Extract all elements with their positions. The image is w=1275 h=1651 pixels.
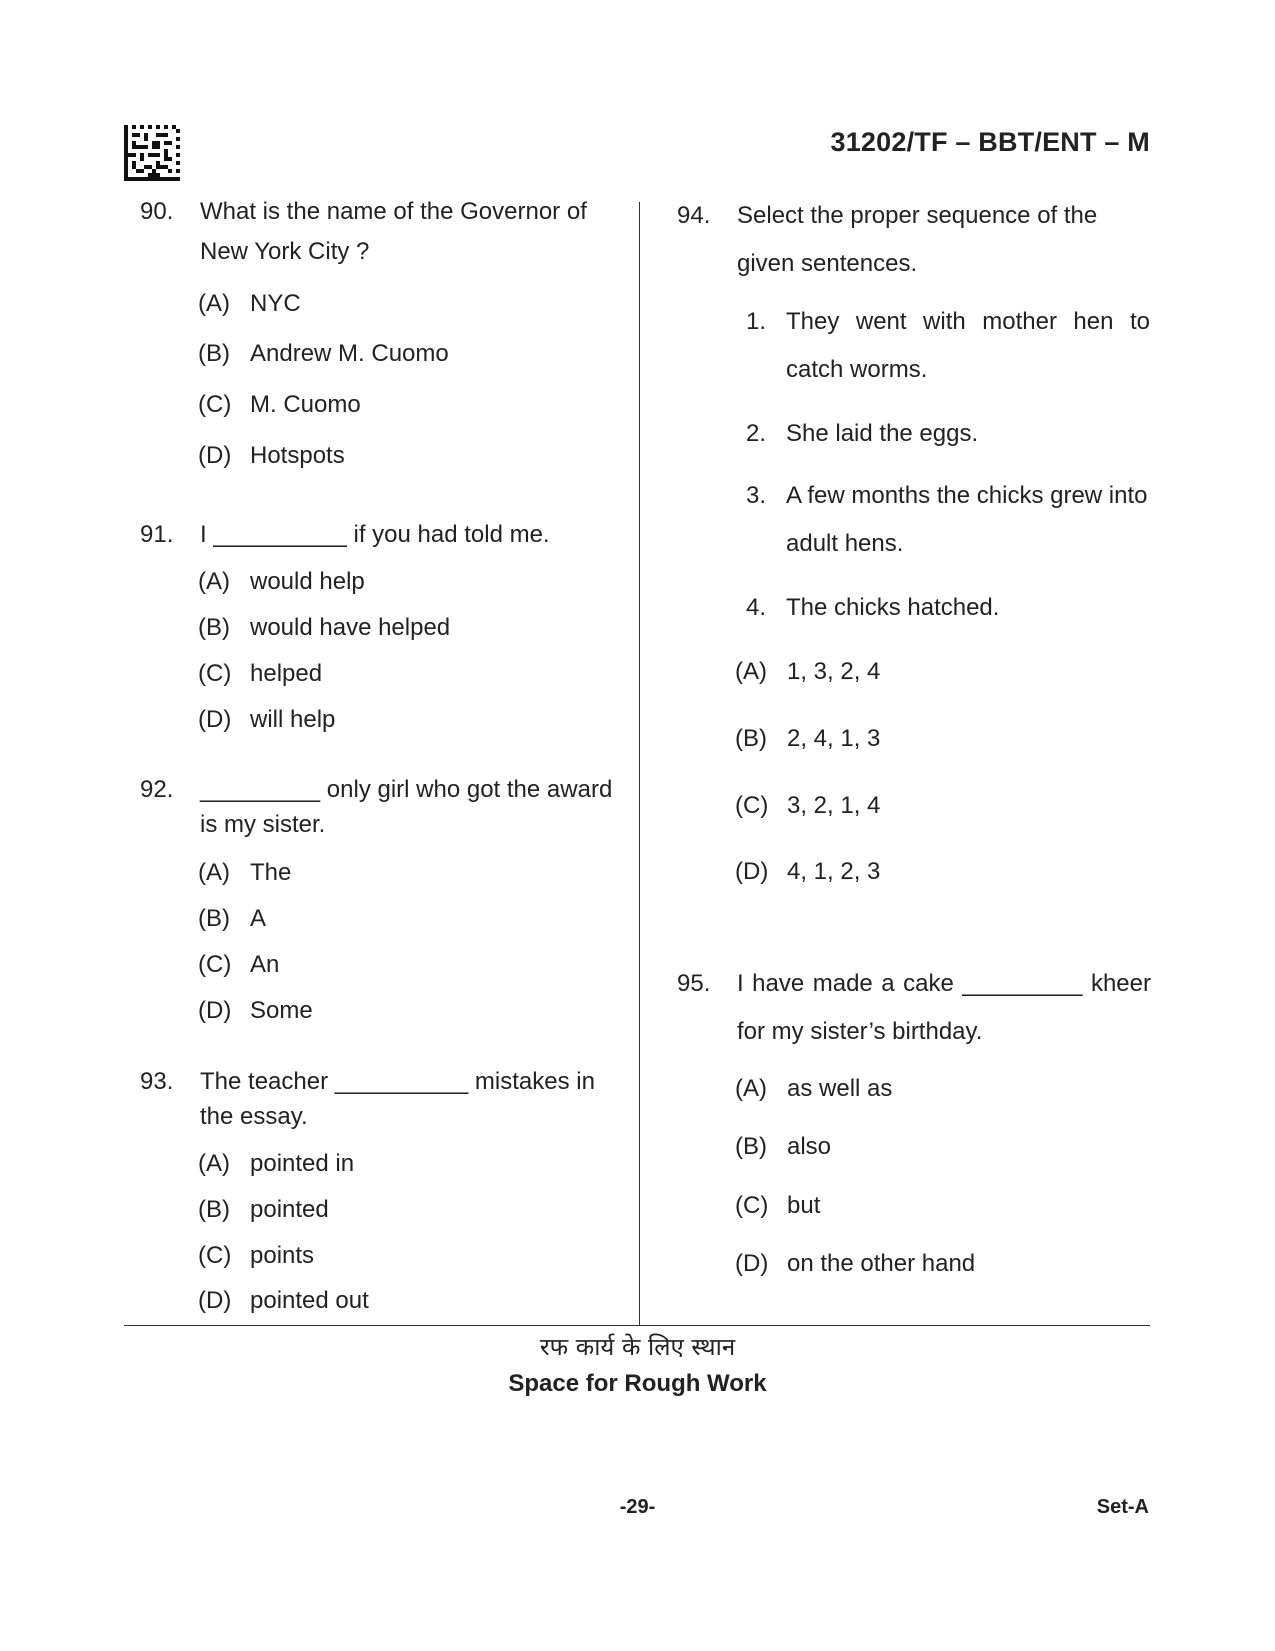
option-text: 1, 3, 2, 4	[787, 658, 881, 685]
option-label: (C)	[735, 1192, 769, 1219]
question-number: 90.	[140, 198, 174, 225]
question-text: What is the name of the Governor of New York City ?	[200, 198, 587, 265]
option-text: Hotspots	[250, 442, 345, 469]
option-text: NYC	[250, 290, 301, 317]
question-number: 95.	[677, 970, 711, 997]
item-text: The chicks hatched.	[786, 594, 1000, 621]
option-text: will help	[250, 706, 336, 733]
option-label: (D)	[735, 1250, 769, 1277]
option-label: (C)	[198, 660, 232, 687]
option-text: 2, 4, 1, 3	[787, 725, 881, 752]
question-91	[140, 515, 615, 555]
option-label: (D)	[198, 706, 232, 733]
paper-code: 31202/TF – BBT/ENT – M	[830, 127, 1150, 157]
item-text: They went with mother hen to catch worms.	[786, 308, 1150, 383]
question-95	[677, 960, 1152, 1056]
option-text: An	[250, 951, 280, 978]
option-label: (A)	[735, 1075, 767, 1102]
option-label: (A)	[735, 658, 767, 685]
option-text: Some	[250, 997, 313, 1024]
item-text: She laid the eggs.	[786, 420, 979, 447]
option-label: (B)	[198, 1196, 230, 1223]
option-text: pointed in	[250, 1150, 355, 1177]
option-label: (C)	[198, 1242, 232, 1269]
option-label: (B)	[198, 614, 230, 641]
option-text: on the other hand	[787, 1250, 976, 1277]
option-text: 4, 1, 2, 3	[787, 858, 881, 885]
set-label: Set-A	[1096, 1496, 1149, 1518]
question-94	[677, 192, 1152, 288]
option-text: points	[250, 1242, 315, 1269]
question-number: 92.	[140, 776, 174, 803]
option-text: Andrew M. Cuomo	[250, 340, 449, 367]
option-label: (D)	[735, 858, 769, 885]
item-number: 3.	[746, 482, 767, 509]
question-text: I have made a cake _________ kheer for my sister’s birthday.	[737, 970, 1151, 1045]
rough-work-title-hindi: रफ कार्य के लिए स्थान	[539, 1333, 736, 1361]
option-text: pointed out	[250, 1287, 369, 1314]
question-number: 94.	[677, 202, 711, 229]
option-label: (C)	[735, 792, 769, 819]
question-90	[140, 192, 615, 282]
option-label: (B)	[735, 1133, 767, 1160]
item-number: 2.	[746, 420, 767, 447]
option-text: The	[250, 859, 292, 886]
rough-work-title: Space for Rough Work	[508, 1370, 767, 1397]
option-label: (B)	[198, 905, 230, 932]
question-92	[140, 772, 615, 842]
item-text: A few months the chicks grew into adult hens.	[786, 482, 1148, 557]
page-number: -29-	[619, 1496, 656, 1518]
option-label: (C)	[198, 391, 232, 418]
question-text: The teacher __________ mistakes in the essay.	[200, 1068, 595, 1130]
column-divider	[639, 202, 640, 1326]
qr-code-image	[124, 125, 180, 181]
option-label: (A)	[198, 859, 230, 886]
option-text: A	[250, 905, 267, 932]
option-text: would have helped	[250, 614, 451, 641]
option-text: would help	[250, 568, 365, 595]
item-number: 1.	[746, 308, 767, 335]
item-number: 4.	[746, 594, 767, 621]
option-text: but	[787, 1192, 821, 1219]
option-label: (A)	[198, 1150, 230, 1177]
question-text: Select the proper sequence of the given sentences.	[737, 202, 1098, 277]
option-label: (D)	[198, 442, 232, 469]
question-text: I __________ if you had told me.	[200, 521, 550, 548]
question-number: 91.	[140, 521, 174, 548]
option-label: (D)	[198, 997, 232, 1024]
option-label: (A)	[198, 568, 230, 595]
option-text: as well as	[787, 1075, 893, 1102]
option-text: helped	[250, 660, 323, 687]
option-label: (C)	[198, 951, 232, 978]
question-93	[140, 1064, 615, 1134]
option-text: also	[787, 1133, 832, 1160]
rough-work-divider	[124, 1325, 1150, 1326]
option-text: pointed	[250, 1196, 329, 1223]
option-text: 3, 2, 1, 4	[787, 792, 881, 819]
option-label: (A)	[198, 290, 230, 317]
question-number: 93.	[140, 1068, 174, 1095]
question-text: _________ only girl who got the award is my sister.	[200, 776, 613, 838]
option-label: (D)	[198, 1287, 232, 1314]
option-label: (B)	[735, 725, 767, 752]
option-text: M. Cuomo	[250, 391, 361, 418]
option-label: (B)	[198, 340, 230, 367]
